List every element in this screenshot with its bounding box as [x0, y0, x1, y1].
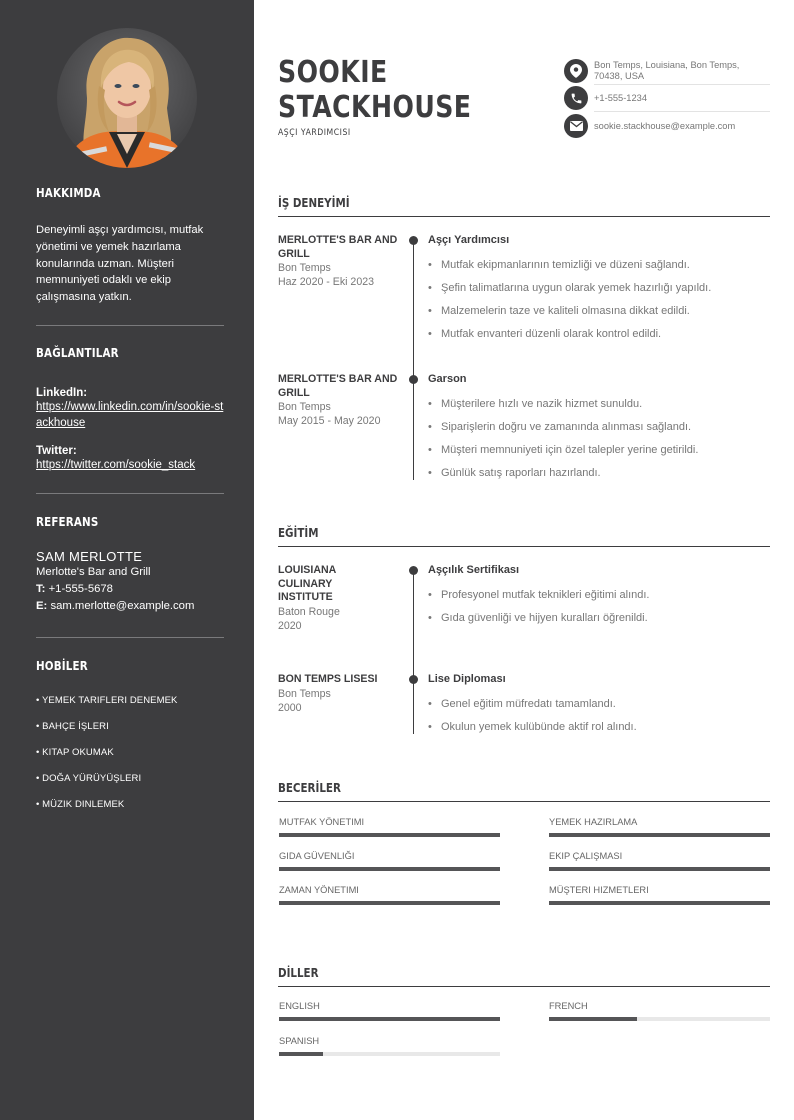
bullet-item: • Malzemelerin taze ve kaliteli olmasına dikkat edildi. [428, 304, 770, 327]
skill-bar-track [279, 867, 500, 871]
entry-role: Garson [428, 373, 467, 385]
skill-bar-fill [279, 833, 500, 837]
skill-item [279, 817, 500, 827]
skill-name: MUTFAK YÖNETIMI [279, 817, 365, 827]
bullet-item: • Şefin talimatlarına uygun olarak yemek hazırlığı yapıldı. [428, 281, 770, 304]
profile-photo [57, 28, 197, 168]
address-text: Bon Temps, Louisiana, Bon Temps, 70438, USA [594, 60, 740, 81]
bullet-item: • Profesyonel mutfak teknikleri eğitimi alındı. [428, 588, 770, 611]
entry-bullets [428, 397, 770, 489]
skill-item [279, 851, 500, 861]
linkedin-link[interactable]: https://www.linkedin.com/in/sookie-stackhouse [36, 401, 224, 429]
candidate-name [278, 55, 471, 125]
language-bar-track [549, 1017, 770, 1021]
reference-company: Merlotte's Bar and Grill [36, 566, 151, 578]
language-name: FRENCH [549, 1001, 588, 1011]
reference-phone-value: +1-555-5678 [48, 583, 113, 595]
skills-heading: BECERİLER [278, 781, 341, 795]
hobby-item: • KITAP OKUMAK [36, 747, 114, 758]
skill-bar-fill [549, 833, 770, 837]
map-pin-icon [564, 59, 588, 83]
entry-dates: 2020 [278, 619, 302, 632]
language-bar-fill [279, 1017, 500, 1021]
reference-name: SAM MERLOTTE [36, 549, 143, 564]
entry-location: Baton Rouge [278, 605, 340, 618]
links-section [36, 346, 224, 474]
envelope-icon [564, 114, 588, 138]
hobbies-heading: HOBİLER [36, 659, 88, 673]
section-rule [278, 986, 770, 987]
skill-bar-fill [549, 867, 770, 871]
reference-section [36, 515, 224, 615]
skill-bar-track [549, 867, 770, 871]
language-bar-track [279, 1052, 500, 1056]
skill-bar-track [279, 833, 500, 837]
reference-email [36, 598, 224, 615]
education-entry-meta [278, 673, 403, 715]
entry-location: Bon Temps [278, 262, 331, 274]
skill-item [549, 817, 770, 827]
skill-bar-fill [279, 867, 500, 871]
bullet-item: • Okulun yemek kulübünde aktif rol alındı. [428, 720, 770, 743]
reference-phone [36, 581, 224, 598]
bullet-item: • Genel eğitim müfredatı tamamlandı. [428, 697, 770, 720]
bullet-item: • Gıda güvenliği ve hijyen kuralları öğrenildi. [428, 611, 770, 634]
name-line-last: STACKHOUSE [278, 90, 472, 125]
links-heading: BAĞLANTILAR [36, 346, 119, 360]
skill-name: GIDA GÜVENLIĞI [279, 851, 355, 861]
institution-name: BON TEMPS LISESI [278, 673, 378, 685]
reference-email-label: E: [36, 600, 48, 612]
timeline-line [413, 240, 414, 480]
reference-heading: REFERANS [36, 515, 99, 529]
entry-location: Bon Temps [278, 401, 331, 413]
education-entry-meta [278, 564, 403, 633]
name-line-first: SOOKIE [278, 55, 388, 90]
language-bar-fill [279, 1052, 323, 1056]
skill-name: ZAMAN YÖNETIMI [279, 885, 359, 895]
twitter-label: Twitter: [36, 445, 77, 457]
section-rule [278, 546, 770, 547]
sidebar-divider [36, 325, 224, 326]
twitter-link[interactable]: https://twitter.com/sookie_stack [36, 459, 196, 471]
education-heading: EĞİTİM [278, 526, 319, 540]
bullet-item: • Mutfak envanteri düzenli olarak kontrol edildi. [428, 327, 770, 350]
timeline-dot [409, 566, 418, 575]
skill-bar-track [279, 901, 500, 905]
language-name: SPANISH [279, 1036, 320, 1046]
organization-name: MERLOTTE'S BAR AND GRILL [278, 234, 398, 260]
bullet-item: • Mutfak ekipmanlarının temizliği ve düzeni sağlandı. [428, 258, 770, 281]
hobby-item: • DOĞA YÜRÜYÜŞLERI [36, 773, 142, 784]
sidebar-divider [36, 637, 224, 638]
about-section [36, 186, 224, 306]
timeline-dot [409, 375, 418, 384]
reference-phone-label: T: [36, 583, 46, 595]
email-text: sookie.stackhouse@example.com [594, 121, 736, 131]
contact-separator [594, 84, 770, 85]
skill-item [549, 851, 770, 861]
reference-email-value: sam.merlotte@example.com [50, 600, 195, 612]
timeline-dot [409, 675, 418, 684]
entry-bullets [428, 697, 770, 743]
bullet-item: • Müşterilere hızlı ve nazik hizmet sunuldu. [428, 397, 770, 420]
skill-item [279, 885, 500, 895]
sidebar-divider [36, 493, 224, 494]
language-item [549, 1001, 770, 1011]
experience-entry-meta [278, 373, 403, 428]
entry-degree: Aşçılık Sertifikası [428, 564, 520, 576]
entry-role: Aşçı Yardımcısı [428, 234, 510, 246]
experience-heading: İŞ DENEYİMİ [278, 196, 350, 210]
hobbies-section [36, 659, 224, 673]
about-heading: HAKKIMDA [36, 186, 101, 200]
phone-text: +1-555-1234 [594, 93, 647, 103]
timeline-dot [409, 236, 418, 245]
skill-name: YEMEK HAZIRLAMA [549, 817, 638, 827]
section-rule [278, 216, 770, 217]
skill-name: MÜŞTERI HIZMETLERI [549, 885, 649, 895]
bullet-item: • Müşteri memnuniyeti için özel talepler yerine getirildi. [428, 443, 770, 466]
linkedin-label: LinkedIn: [36, 387, 88, 399]
skill-bar-track [549, 901, 770, 905]
language-bar-track [279, 1017, 500, 1021]
avatar [57, 28, 197, 168]
entry-dates: May 2015 - May 2020 [278, 415, 381, 427]
section-rule [278, 801, 770, 802]
bullet-item: • Günlük satış raporları hazırlandı. [428, 466, 770, 489]
experience-entry-meta [278, 234, 403, 289]
contact-separator [594, 111, 770, 112]
bullet-item: • Siparişlerin doğru ve zamanında alınması sağlandı. [428, 420, 770, 443]
skill-bar-fill [549, 901, 770, 905]
language-item [279, 1036, 500, 1046]
entry-degree: Lise Diploması [428, 673, 506, 685]
job-title: AŞÇI YARDIMCISI [278, 128, 351, 138]
skill-bar-fill [279, 901, 500, 905]
entry-bullets [428, 258, 770, 350]
entry-location: Bon Temps [278, 687, 331, 700]
languages-heading: DİLLER [278, 966, 319, 980]
language-name: ENGLISH [279, 1001, 320, 1011]
language-bar-fill [549, 1017, 637, 1021]
hobby-item: • BAHÇE İŞLERI [36, 721, 109, 732]
about-text: Deneyimli aşçı yardımcısı, mutfak yönetimi ve yemek hazırlama konularında uzman. Müşteri memnuniyeti odaklı ve ekip çalışmasına yatkın. [36, 224, 204, 304]
timeline-line [413, 570, 414, 734]
skill-bar-track [549, 833, 770, 837]
hobby-item: • YEMEK TARIFLERI DENEMEK [36, 695, 178, 706]
hobby-item: • MÜZIK DINLEMEK [36, 799, 125, 810]
skill-name: EKIP ÇALIŞMASI [549, 851, 623, 861]
language-item [279, 1001, 500, 1011]
entry-dates: 2000 [278, 701, 302, 714]
skill-item [549, 885, 770, 895]
entry-bullets [428, 588, 770, 634]
entry-dates: Haz 2020 - Eki 2023 [278, 276, 374, 288]
sidebar [0, 0, 254, 1120]
organization-name: MERLOTTE'S BAR AND GRILL [278, 373, 398, 399]
phone-icon [564, 86, 588, 110]
institution-name: LOUISIANA CULINARY INSTITUTE [278, 564, 336, 603]
